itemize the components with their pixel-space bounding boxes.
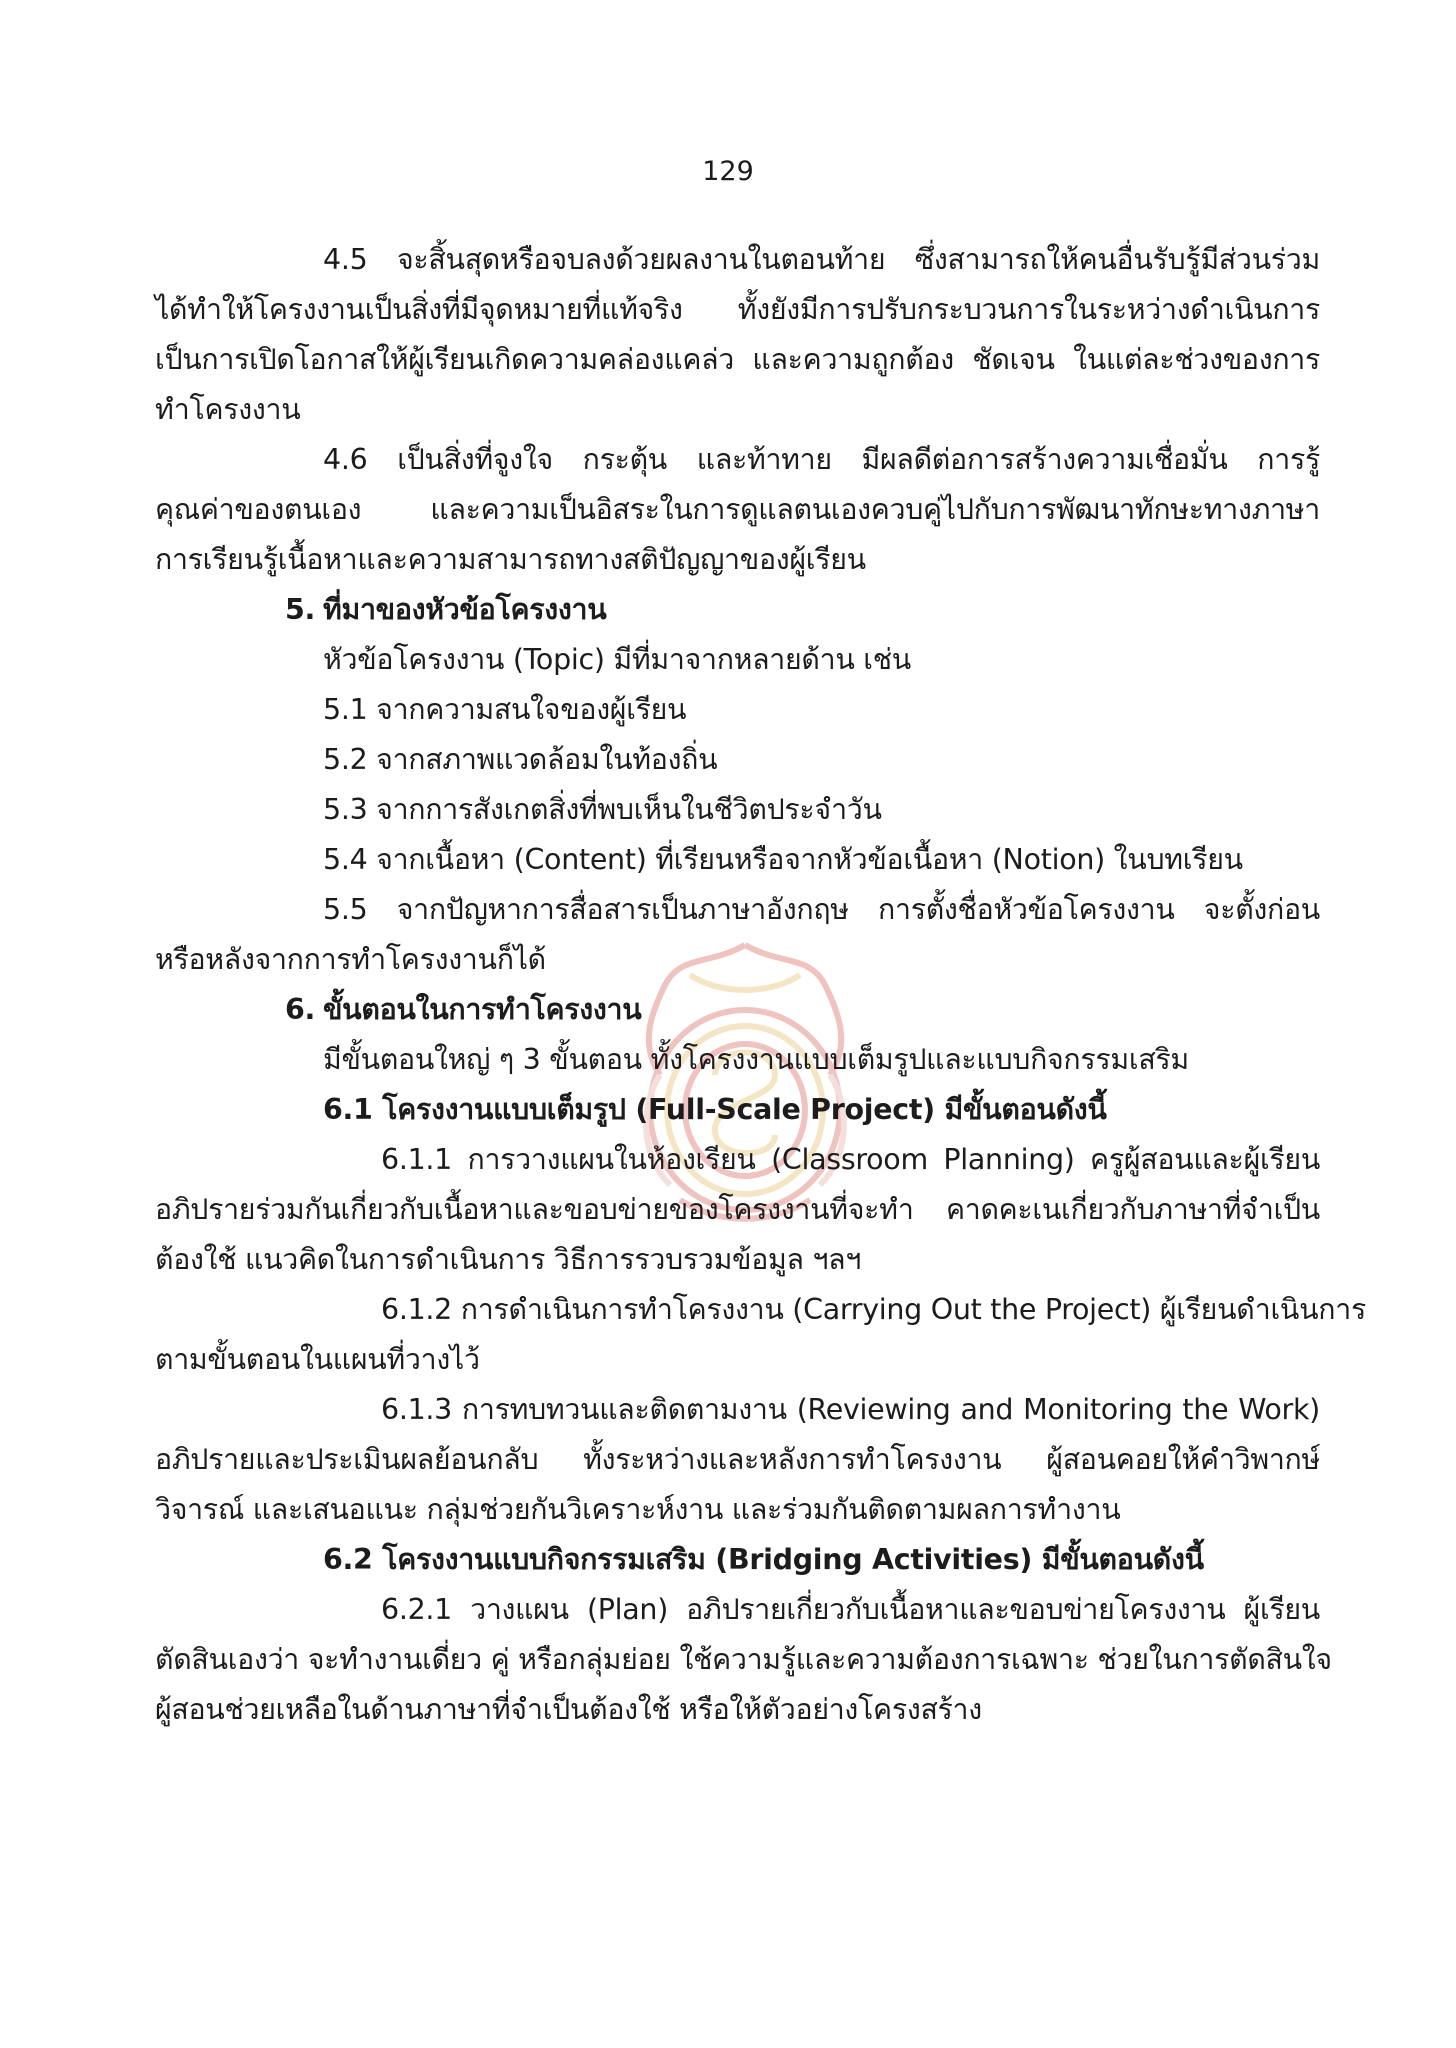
text-line: การเรียนรู้เนื้อหาและความสามารถทางสติปัญญาของผู้เรียน	[155, 543, 866, 576]
page-number: 129	[702, 156, 754, 187]
text-line: ผู้สอนช่วยเหลือในด้านภาษาที่จำเป็นต้องใช้ หรือให้ตัวอย่างโครงสร้าง	[155, 1693, 982, 1726]
section-heading	[155, 985, 1320, 1035]
heading-text: ขั้นตอนในการทำโครงงาน	[323, 993, 642, 1026]
text-line: 6.1.3 การทบทวนและติดตามงาน (Reviewing and Monitoring the Work)	[381, 1393, 1320, 1426]
text-line: อภิปรายและประเมินผลย้อนกลับ ทั้งระหว่างและหลังการทำโครงงาน ผู้สอนคอยให้คำวิพากษ์	[155, 1443, 1320, 1476]
text-line: 5.4 จากเนื้อหา (Content) ที่เรียนหรือจากหัวข้อเนื้อหา (Notion) ในบทเรียน	[323, 843, 1243, 876]
text-line: หรือหลังจากการทำโครงงานก็ได้	[155, 943, 546, 976]
text-line: อภิปรายร่วมกันเกี่ยวกับเนื้อหาและขอบข่ายของโครงงานที่จะทำ คาดคะเนเกี่ยวกับภาษาที่จำเป็น	[155, 1193, 1320, 1226]
text-line: ตัดสินเองว่า จะทำงานเดี่ยว คู่ หรือกลุ่มย่อย ใช้ความรู้และความต้องการเฉพาะ ช่วยในการตัดสินใจ	[155, 1643, 1332, 1676]
heading-number: 6.	[285, 993, 316, 1026]
text-line: 5.1 จากความสนใจของผู้เรียน	[323, 693, 687, 726]
text-line: วิจารณ์ และเสนอแนะ กลุ่มช่วยกันวิเคราะห์งาน และร่วมกันติดตามผลการทำงาน	[155, 1493, 1121, 1526]
text-line: หัวข้อโครงงาน (Topic) มีที่มาจากหลายด้าน เช่น	[323, 643, 911, 676]
text-line: 6.1.1 การวางแผนในห้องเรียน (Classroom Planning) ครูผู้สอนและผู้เรียน	[381, 1143, 1320, 1176]
text-line: ทำโครงงาน	[155, 393, 301, 426]
text-line: 4.6 เป็นสิ่งที่จูงใจ กระตุ้น และท้าทาย มีผลดีต่อการสร้างความเชื่อมั่น การรู้	[323, 443, 1320, 476]
text-line: ได้ทำให้โครงงานเป็นสิ่งที่มีจุดหมายที่แท้จริง ทั้งยังมีการปรับกระบวนการในระหว่างดำเนินการ	[155, 293, 1320, 326]
section-heading: 6.1 โครงงานแบบเต็มรูป (Full-Scale Project) มีขั้นตอนดังนี้	[323, 1093, 1107, 1126]
text-line: เป็นการเปิดโอกาสให้ผู้เรียนเกิดความคล่องแคล่ว และความถูกต้อง ชัดเจน ในแต่ละช่วงของการ	[155, 343, 1320, 376]
text-line: มีขั้นตอนใหญ่ ๆ 3 ขั้นตอน ทั้งโครงงานแบบเต็มรูปและแบบกิจกรรมเสริม	[323, 1043, 1189, 1076]
text-line: 6.2.1 วางแผน (Plan) อภิปรายเกี่ยวกับเนื้อหาและขอบข่ายโครงงาน ผู้เรียน	[381, 1593, 1320, 1626]
text-line: ตามขั้นตอนในแผนที่วางไว้	[155, 1343, 480, 1376]
text-line: ต้องใช้ แนวคิดในการดำเนินการ วิธีการรวบรวมข้อมูล ฯลฯ	[155, 1243, 862, 1276]
text-line: 6.1.2 การดำเนินการทำโครงงาน (Carrying Out the Project) ผู้เรียนดำเนินการ	[381, 1293, 1366, 1326]
text-line: 5.2 จากสภาพแวดล้อมในท้องถิ่น	[323, 743, 718, 776]
text-line: 5.5 จากปัญหาการสื่อสารเป็นภาษาอังกฤษ การตั้งชื่อหัวข้อโครงงาน จะตั้งก่อน	[323, 893, 1320, 926]
heading-text: ที่มาของหัวข้อโครงงาน	[323, 593, 607, 626]
section-heading: 6.2 โครงงานแบบกิจกรรมเสริม (Bridging Activities) มีขั้นตอนดังนี้	[323, 1543, 1204, 1576]
heading-number: 5.	[285, 593, 316, 626]
document-body	[155, 235, 1366, 1735]
section-heading	[155, 585, 1320, 635]
text-line: 5.3 จากการสังเกตสิ่งที่พบเห็นในชีวิตประจำวัน	[323, 793, 882, 826]
text-line: 4.5 จะสิ้นสุดหรือจบลงด้วยผลงานในตอนท้าย ซึ่งสามารถให้คนอื่นรับรู้มีส่วนร่วม	[323, 243, 1320, 276]
text-line: คุณค่าของตนเอง และความเป็นอิสระในการดูแลตนเองควบคู่ไปกับการพัฒนาทักษะทางภาษา	[155, 493, 1320, 526]
